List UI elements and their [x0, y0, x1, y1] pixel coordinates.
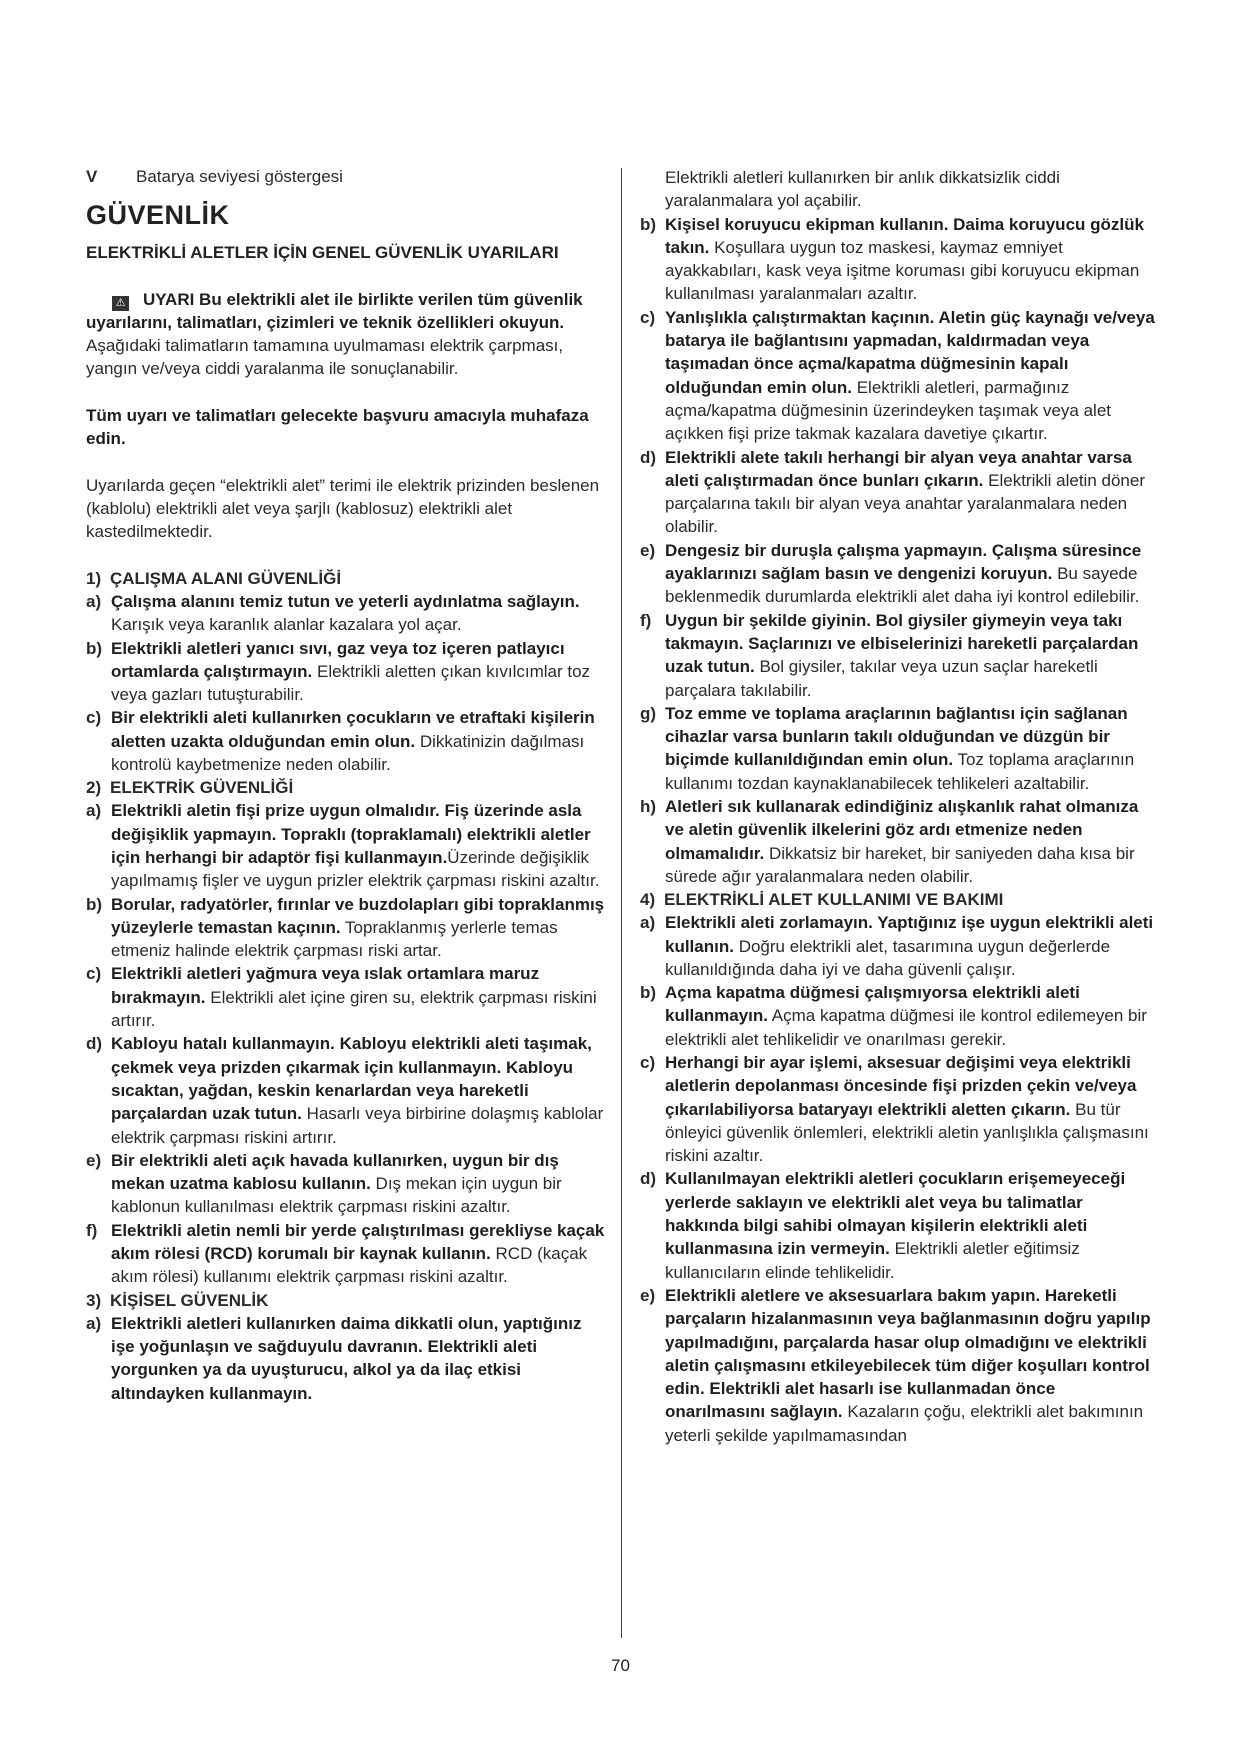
- item-bold: Toz emme ve toplama araçlarının bağlantısı için sağlanan cihazlar varsa bunların takılı olduğundan ve düzgün bir biçimde kullanıldığından emin olun.: [665, 703, 1128, 770]
- keep-note: [86, 404, 606, 450]
- column-divider: [621, 168, 622, 1638]
- item-label: a): [640, 913, 656, 933]
- item-text: Elektrikli aletler eğitimsiz kullanıcıların elinde tehlikelidir.: [665, 1239, 1080, 1282]
- item-label: d): [86, 1034, 103, 1054]
- list-item: [640, 911, 1160, 981]
- section-heading: ELEKTRİKLİ ALETLER İÇİN GENEL GÜVENLİK UYARILARI: [86, 243, 559, 262]
- item-label: e): [86, 1150, 102, 1170]
- continuation-text: Elektrikli aletleri kullanırken bir anlık dikkatsizlik ciddi yaralanmalara yol açabilir.: [665, 168, 1060, 211]
- section-heading-1: [86, 567, 606, 590]
- item-label: c): [86, 708, 102, 728]
- item-label: b): [86, 638, 103, 658]
- item-text: Elektrikli aletten çıkan kıvılcımlar toz veya gazları tutuşturabilir.: [111, 661, 591, 705]
- list-item: [640, 446, 1160, 539]
- list-item: [86, 893, 606, 963]
- item-label: d): [640, 1169, 657, 1189]
- item-text: Bu tür önleyici güvenlik önlemleri, elektrikli aletin yanlışlıkla çalışmasını riskini azaltır.: [665, 1099, 1149, 1166]
- list-item: [86, 1032, 606, 1148]
- item-text: Bol giysiler, takılar veya uzun saçlar hareketli parçalara takılabilir.: [665, 657, 1098, 700]
- item-text: Bu sayede beklenmedik durumlarda elektrikli alet daha iyi kontrol edilebilir.: [665, 564, 1140, 607]
- list-item: [640, 306, 1160, 446]
- item-text: Karışık veya karanlık alanlar kazalara yol açar.: [111, 615, 462, 635]
- section-title: ELEKTRİKLİ ALET KULLANIMI VE BAKIMI: [664, 890, 1004, 910]
- section-heading-2: [86, 776, 606, 799]
- keep-note-text: Tüm uyarı ve talimatları gelecekte başvuru amacıyla muhafaza edin.: [86, 406, 589, 448]
- item-bold: Açma kapatma düğmesi çalışmıyorsa elektrikli aleti kullanmayın.: [665, 983, 1080, 1026]
- item-label: c): [86, 964, 102, 984]
- section-number: 1): [86, 569, 102, 588]
- right-column: [640, 166, 1160, 1447]
- item-bold: Borular, radyatörler, fırınlar ve buzdolapları gibi topraklanmış yüzeylerle temastan kaçının.: [111, 894, 605, 937]
- item-bold: Dengesiz bir duruşla çalışma yapmayın. Çalışma süresince ayaklarınızı sağlam basın ve dengenizi koruyun.: [665, 540, 1142, 584]
- item-bold: Elektrikli aletleri yağmura veya ıslak ortamlara maruz bırakmayın.: [111, 964, 540, 1007]
- item-text: Koşullara uygun toz maskesi, kaymaz emniyet ayakkabıları, kask veya işitme koruması gibi koruyucu ekipman kullanılması yaralanmaları azaltır.: [665, 237, 1140, 304]
- warning-text: Aşağıdaki talimatların tamamına uyulmaması elektrik çarpması, yangın ve/veya ciddi yaralanma ile sonuçlanabilir.: [86, 336, 564, 378]
- item-bold: Yanlışlıkla çalıştırmaktan kaçının. Aletin güç kaynağı ve/veya batarya ile bağlantısını yapmadan, kaldırmadan veya taşımadan önce açma/kapatma düğmesinin kapalı olduğundan emin olun.: [665, 307, 1155, 397]
- list-item: [640, 702, 1160, 795]
- list-item: [640, 1284, 1160, 1447]
- item-bold: Uygun bir şekilde giyinin. Bol giysiler giymeyin veya takı takmayın. Saçlarınızı ve elbiselerinizi hareketli parçalardan uzak tutun.: [665, 610, 1139, 677]
- warning-triangle-icon: ⚠: [112, 296, 129, 311]
- list-item: [640, 609, 1160, 702]
- item-text: Topraklanmış yerlerle temas etmeniz halinde elektrik çarpması riski artar.: [111, 917, 558, 961]
- item-label: e): [640, 540, 656, 560]
- item-bold: Herhangi bir ayar işlemi, aksesuar değişimi veya elektrikli aletlerin depolanması öncesinde fişi prizden çekin ve/veya çıkarılabiliyorsa bataryayı elektrikli aletten çıkarın.: [665, 1052, 1137, 1119]
- list-item: [640, 1167, 1160, 1283]
- legend-item: [86, 166, 606, 188]
- list-item: [86, 706, 606, 776]
- list-item: [86, 1149, 606, 1219]
- item-label: a): [86, 801, 102, 821]
- list-item: [86, 962, 606, 1032]
- item-bold: Kullanılmayan elektrikli aletleri çocukların erişemeyeceği yerlerde saklayın ve elektrikli alet veya bu talimatlar hakkında bilgi sahibi olmayan kişilerin elektrikli aleti kullanmasına izin vermeyin.: [665, 1169, 1126, 1259]
- section-number: 4): [640, 890, 656, 910]
- item-text: Üzerinde değişiklik yapılmamış fişler ve uygun prizler elektrik çarpması riskini azaltır.: [111, 847, 600, 891]
- item-text: Doğru elektrikli alet, tasarımına uygun değerlerde kullanıldığında daha iyi ve daha güvenli çalışır.: [665, 936, 1111, 979]
- item-label: h): [640, 797, 657, 817]
- section-title: ELEKTRİK GÜVENLİĞİ: [110, 778, 294, 798]
- list-item: [86, 590, 606, 637]
- list-item: [640, 1051, 1160, 1167]
- item-label: b): [86, 894, 103, 914]
- page-number: 70: [611, 1656, 630, 1675]
- list-item: [640, 981, 1160, 1051]
- item-label: b): [640, 214, 657, 234]
- list-item: [86, 1219, 606, 1289]
- item-text: Elektrikli aletleri, parmağınız açma/kapatma düğmesinin üzerindeyken taşımak veya alet açıkken fişi prize takmak kazalara davetiye çıkartır.: [665, 377, 1112, 444]
- list-item: [86, 799, 606, 892]
- warning-bold: UYARI Bu elektrikli alet ile birlikte verilen tüm güvenlik uyarılarını, talimatları, çizimleri ve teknik özellikleri okuyun.: [86, 290, 583, 332]
- item-label: g): [640, 703, 657, 723]
- section-title: ÇALIŞMA ALANI GÜVENLİĞİ: [110, 569, 342, 588]
- list-item: [640, 795, 1160, 888]
- item-text: Açma kapatma düğmesi ile kontrol edilemeyen bir elektrikli alet tehlikelidir ve onarılması gerekir.: [665, 1006, 1147, 1049]
- item-text: Toz toplama araçlarının kullanımı tozdan kaynaklanabilecek tehlikeleri azaltabilir.: [665, 750, 1135, 793]
- item-bold: Elektrikli aletleri yanıcı sıvı, gaz veya toz içeren patlayıcı ortamlarda çalıştırmayın.: [111, 638, 565, 681]
- item-bold: Elektrikli aletlere ve aksesuarlara bakım yapın. Hareketli parçaların hizalanmasının veya bağlanmasının doğru yapılıp yapılmadığını, parçalarda hasar olup olmadığını ve elektrikli aletin çalışmasını etkileyebilecek tüm diğer koşulları kontrol edin. Elektrikli alet hasarlı ise kullanmadan önce onarılmasını sağlayın.: [665, 1285, 1151, 1422]
- item-bold: Aletleri sık kullanarak edindiğiniz alışkanlık rahat olmanıza ve aletin güvenlik ilkelerini göz ardı etmenize neden olmamalıdır.: [665, 797, 1139, 863]
- page-title: GÜVENLİK: [86, 200, 230, 230]
- list-item: [640, 539, 1160, 609]
- item-bold: Elektrikli aletleri kullanırken daima dikkatli olun, yaptığınız işe yoğunlaşın ve sağduyulu davranın. Elektrikli aleti yorgunken ya da uyuşturucu, alkol ya da ilaç etkisi altındayken kullanmayın.: [111, 1313, 582, 1403]
- list-item: [86, 1312, 606, 1405]
- item-text: Dikkatsiz bir hareket, bir saniyeden daha kısa bir sürede ağır yaralanmalara neden olabilir.: [665, 843, 1135, 886]
- item-bold: Kişisel koruyucu ekipman kullanın. Daima koruyucu gözlük takın.: [665, 214, 1144, 257]
- item-bold: Bir elektrikli aleti kullanırken çocukların ve etraftaki kişilerin aletten uzakta olduğundan emin olun.: [111, 708, 595, 751]
- item-label: f): [640, 610, 652, 630]
- item-label: e): [640, 1285, 656, 1305]
- item-label: c): [640, 1052, 656, 1072]
- item-label: a): [86, 1313, 102, 1333]
- item-bold: Çalışma alanını temiz tutun ve yeterli aydınlatma sağlayın.: [111, 592, 580, 611]
- item-bold: Kabloyu hatalı kullanmayın. Kabloyu elektrikli aleti taşımak, çekmek veya prizden çıkarmak için kullanmayın. Kabloyu sıcaktan, yağdan, keskin kenarlardan veya hareketli parçalardan uzak tutun.: [111, 1034, 592, 1124]
- legend-letter: V: [86, 167, 98, 186]
- warning-paragraph: [86, 288, 606, 380]
- item-bold: Elektrikli aletin nemli bir yerde çalıştırılması gerekliyse kaçak akım rölesi (RCD) korumalı bir kaynak kullanın.: [111, 1220, 605, 1264]
- item-label: a): [86, 592, 102, 611]
- item-text: Elektrikli alet içine giren su, elektrik çarpması riskini artırır.: [111, 987, 597, 1031]
- item-text: RCD (kaçak akım rölesi) kullanımı elektrik çarpması riskini azaltır.: [111, 1244, 588, 1287]
- section-heading-3: [86, 1289, 606, 1312]
- section-title: KİŞİSEL GÜVENLİK: [110, 1290, 269, 1310]
- item-label: b): [640, 983, 657, 1003]
- item-bold: Elektrikli aletin fişi prize uygun olmalıdır. Fiş üzerinde asla değişiklik yapmayın. Topraklı (topraklamalı) elektrikli aletler için herhangi bir adaptör fişi kullanmayın.: [111, 801, 591, 867]
- section-heading-4: [640, 888, 1160, 911]
- item-text: Dikkatinizin dağılması kontrolü kaybetmenize neden olabilir.: [111, 731, 585, 775]
- item-label: f): [86, 1220, 98, 1240]
- item-text: Hasarlı veya birbirine dolaşmış kablolar elektrik çarpması riskini artırır.: [111, 1104, 604, 1147]
- item-text: Kazaların çoğu, elektrikli alet bakımının yeterli şekilde yapılmamasından: [665, 1402, 1144, 1445]
- item-label: d): [640, 447, 657, 467]
- list-item: [640, 213, 1160, 306]
- item-text: Elektrikli aletin döner parçalarına takılı bir alyan veya anahtar yaralanmalara neden olabilir.: [665, 470, 1145, 537]
- left-column: [86, 166, 606, 1405]
- definition-paragraph: Uyarılarda geçen “elektrikli alet” terimi ile elektrik prizinden beslenen (kablolu) elektrikli alet veya şarjlı (kablosuz) elektrikli alet kastedilmektedir.: [86, 476, 600, 541]
- section-number: 3): [86, 1290, 102, 1310]
- item-bold: Elektrikli aleti zorlamayın. Yaptığınız işe uygun elektrikli aleti kullanın.: [665, 913, 1154, 956]
- item-bold: Bir elektrikli aleti açık havada kullanırken, uygun bir dış mekan uzatma kablosu kullanın.: [111, 1150, 559, 1194]
- list-item: [86, 637, 606, 707]
- item-bold: Elektrikli alete takılı herhangi bir alyan veya anahtar varsa aleti çalıştırmadan önce bunları çıkarın.: [665, 447, 1132, 490]
- section-number: 2): [86, 778, 102, 798]
- item-text: Dış mekan için uygun bir kablonun kullanılması elektrik çarpması riskini azaltır.: [111, 1174, 562, 1217]
- item-label: c): [640, 307, 656, 327]
- legend-label: Batarya seviyesi göstergesi: [136, 167, 343, 186]
